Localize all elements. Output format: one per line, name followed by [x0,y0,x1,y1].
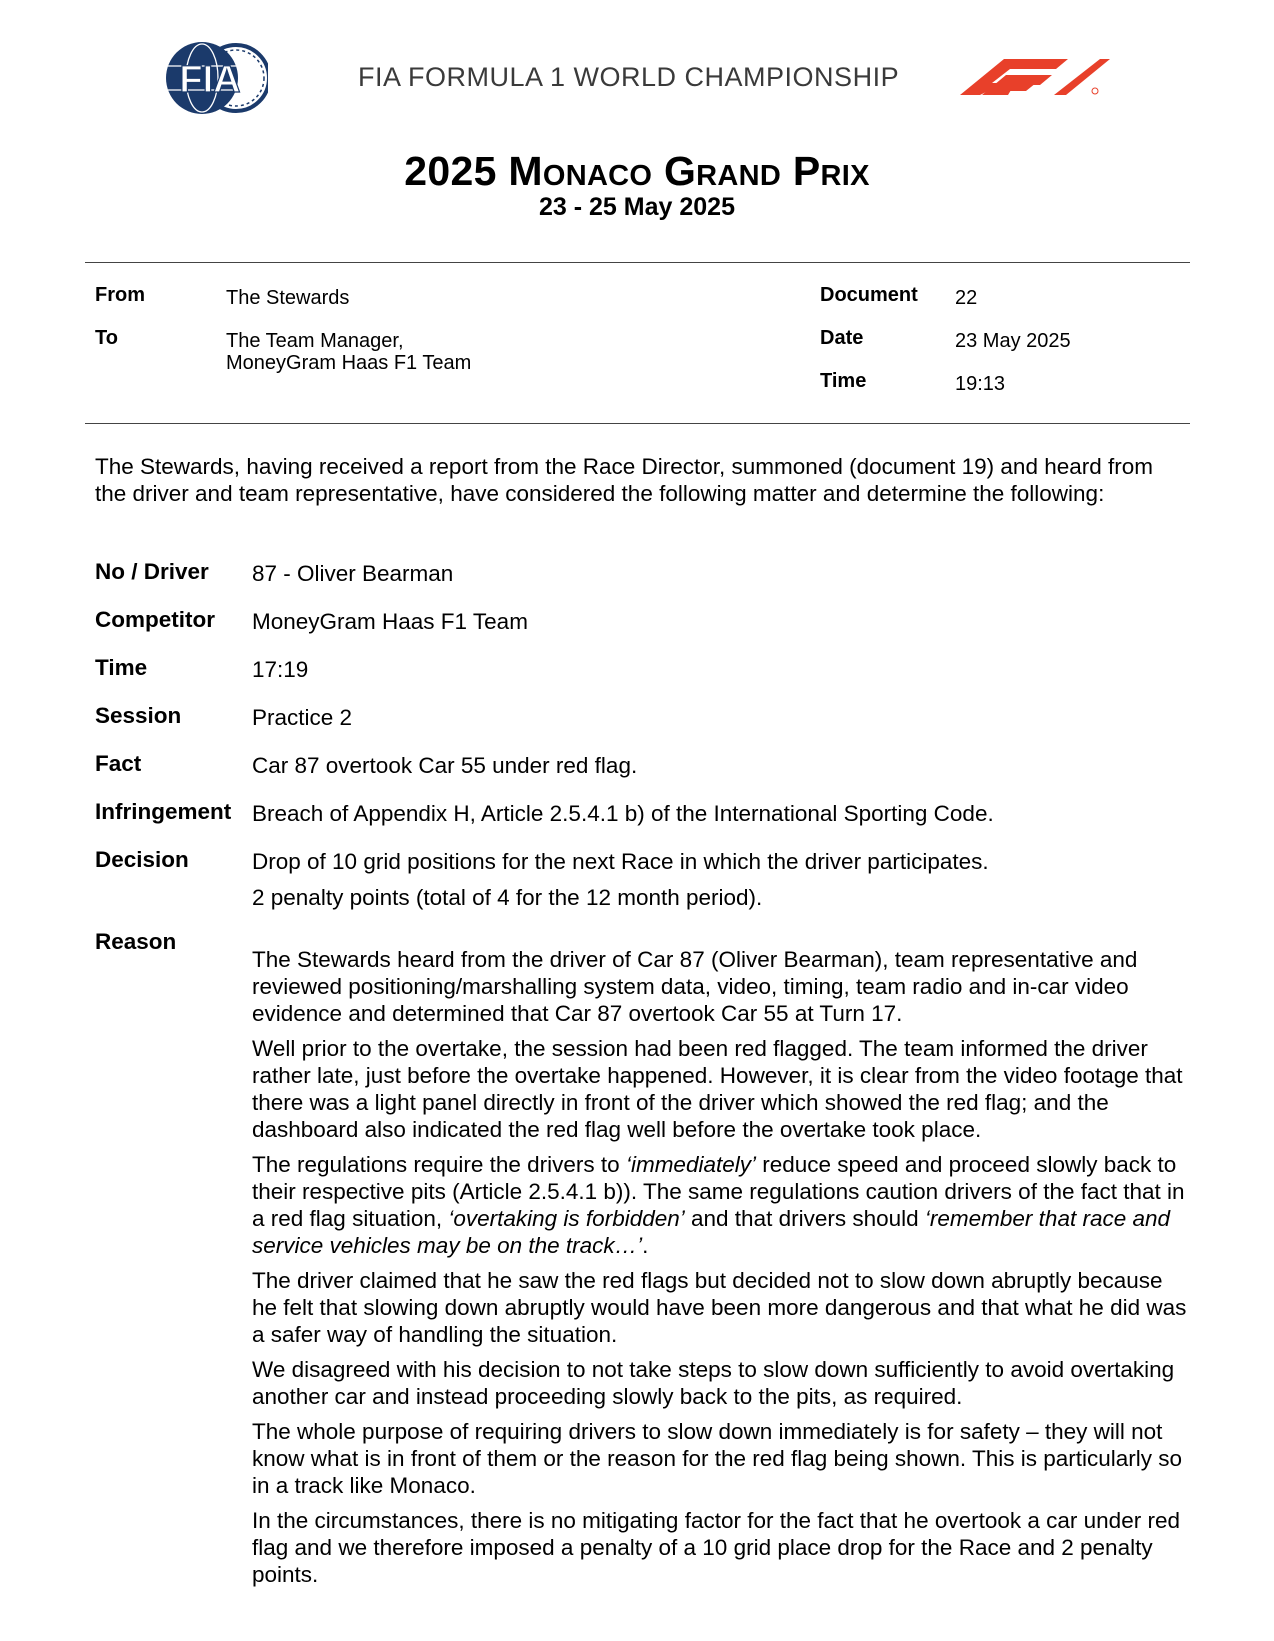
intro-paragraph: The Stewards, having received a report from the Race Director, summoned (document 19) and heard from the driver and team representative, have considered the following matter and determine the following: [95,454,1154,506]
reason-paragraph-2: Well prior to the overtake, the session had been red flagged. The team informed the driver rather late, just before the overtake happened. However, it is clear from the video footage that there was a light panel directly in front of the driver which showed the red flag; and the dashboard also indicated the red flag well before the overtake took place. [252,1036,1183,1142]
date-value: 23 May 2025 [955,330,1071,352]
reason-p3-part: . [642,1233,649,1258]
reason-paragraph-1: The Stewards heard from the driver of Car 87 (Oliver Bearman), team representative and reviewed positioning/marshalling system data, video, timing, team radio and in-car video evidence and determined that Car 87 overtook Car 55 at Turn 17. [252,947,1138,1026]
session-label: Session [95,703,182,728]
quote-immediately: ‘immediately’ [625,1152,756,1177]
incident-time-label: Time [95,655,148,680]
from-label: From [95,284,145,306]
reason-paragraph-7: In the circumstances, there is no mitigating factor for the fact that he overtook a car under red flag and we therefore imposed a penalty of a 10 grid place drop for the Race and 2 penalty points. [252,1508,1180,1587]
event-dates: 23 - 25 May 2025 [539,193,735,221]
driver-label: No / Driver [95,559,209,584]
session-value: Practice 2 [252,705,353,730]
to-label: To [95,327,118,349]
fact-label: Fact [95,751,142,776]
document-label: Document [820,284,918,306]
f1-logo [960,57,1115,99]
document-value: 22 [955,287,978,309]
reason-p3-part: reduce speed and proceed slowly back to their respective pits (Article 2.5.4.1 b)). The same regulations caution drivers of the fact that in a red flag situation, [252,1152,1185,1231]
time-value: 19:13 [955,373,1006,395]
bottom-divider [85,423,1190,424]
decision-line2: 2 penalty points (total of 4 for the 12 month period). [252,885,763,910]
driver-value: 87 - Oliver Bearman [252,561,454,586]
reason-paragraph-6: The whole purpose of requiring drivers to slow down immediately is for safety – they will not know what is in front of them or the reason for the red flag being shown. This is particularly so in a track like Monaco. [252,1419,1183,1498]
event-year: 2025 [404,148,497,194]
event-name: Monaco Grand Prix [508,148,870,194]
decision-line1: Drop of 10 grid positions for the next Race in which the driver participates. [252,849,989,874]
to-value-line1: The Team Manager, [226,330,404,352]
fia-logo [160,40,268,116]
date-label: Date [820,327,864,349]
infringement-value: Breach of Appendix H, Article 2.5.4.1 b) of the International Sporting Code. [252,801,994,826]
infringement-label: Infringement [95,799,232,824]
competitor-label: Competitor [95,607,215,632]
reason-paragraph-5: We disagreed with his decision to not take steps to slow down sufficiently to avoid overtaking another car and instead proceeding slowly back to the pits, as required. [252,1357,1175,1409]
from-value: The Stewards [226,287,350,309]
reason-p3-part: The regulations require the drivers to [252,1152,626,1177]
quote-service-vehicles: ‘remember that race and service vehicles may be on the track…’ [252,1206,1171,1258]
quote-overtaking-forbidden: ‘overtaking is forbidden’ [448,1206,685,1231]
reason-paragraph-4: The driver claimed that he saw the red flags but decided not to slow down abruptly because he felt that slowing down abruptly would have been more dangerous and that what he did was a safer way of handling the situation. [252,1268,1187,1347]
time-label: Time [820,370,867,392]
reason-paragraph-3 [252,1151,1192,1259]
reason-p3-part: and that drivers should [684,1206,925,1231]
decision-label: Decision [95,847,189,872]
svg-text:FIA: FIA [179,59,241,101]
to-value-line2: MoneyGram Haas F1 Team [226,352,472,374]
championship-title: FIA FORMULA 1 WORLD CHAMPIONSHIP [358,62,900,92]
fact-value: Car 87 overtook Car 55 under red flag. [252,753,638,778]
event-title [0,148,1274,195]
incident-time-value: 17:19 [252,657,309,682]
top-divider [85,262,1190,263]
competitor-value: MoneyGram Haas F1 Team [252,609,528,634]
reason-label: Reason [95,929,177,954]
reason-body [252,946,1192,1596]
